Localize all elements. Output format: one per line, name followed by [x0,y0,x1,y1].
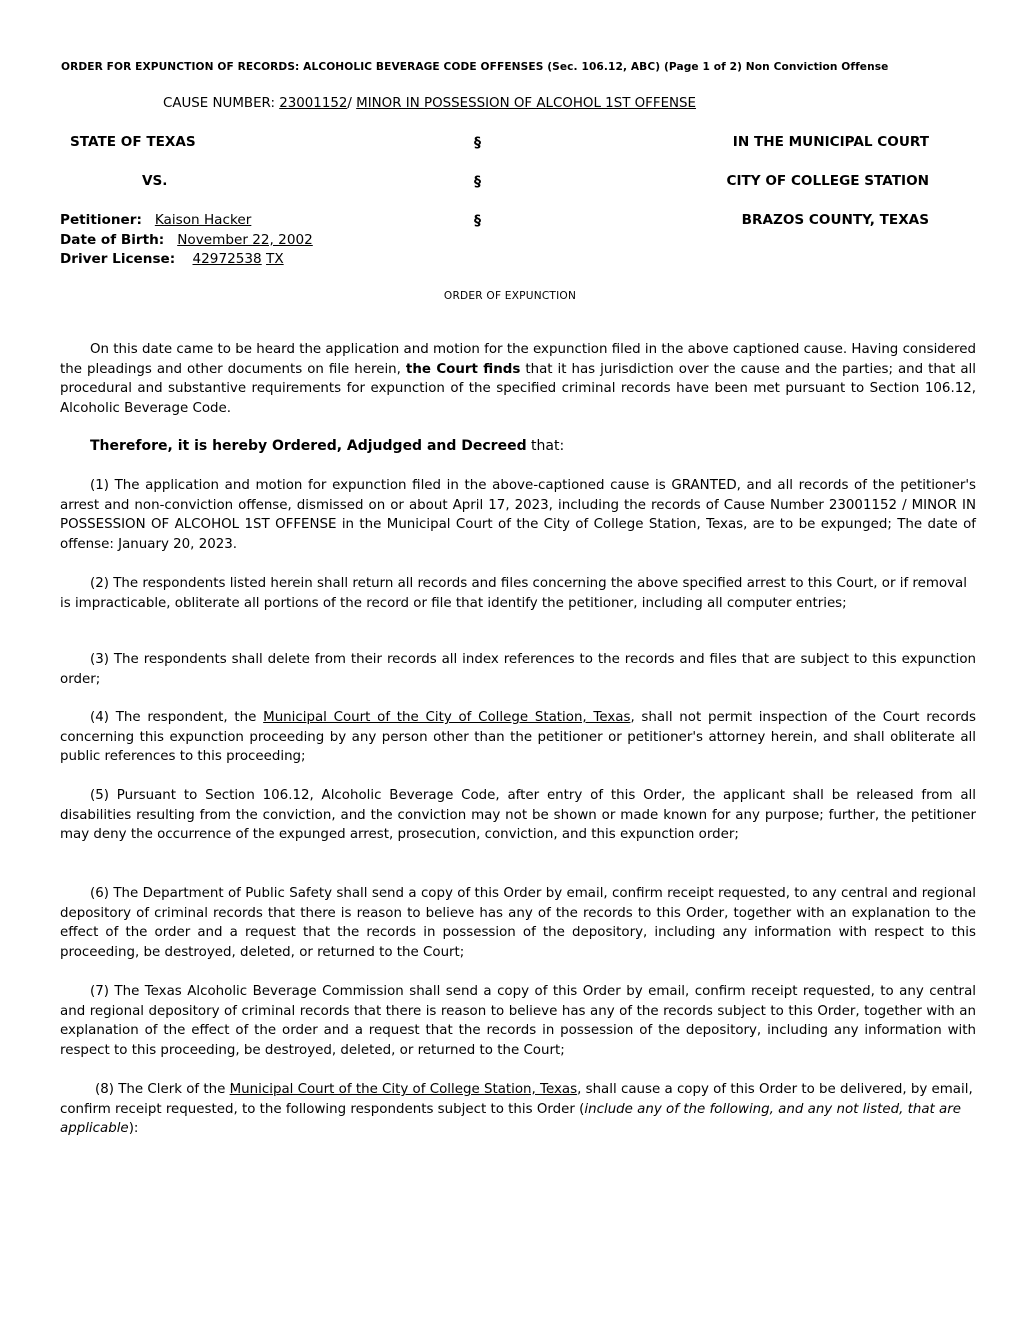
caption-state: STATE OF TEXAS [70,134,196,150]
caption-county: BRAZOS COUNTY, TEXAS [741,212,929,228]
dob-line [60,232,313,248]
order-title: ORDER OF EXPUNCTION [443,290,577,302]
dl-state: TX [266,251,284,267]
order-item-6: (6) The Department of Public Safety shall send a copy of this Order by email, confirm receipt requested, to any central and regional depository of criminal records that there is reason to believe has any of the records to this Order, together with an explanation to the effect of the order and a request that the records in possession of the depository, including any information with respect to this proceeding, be destroyed, deleted, or returned to the Court; [60,886,976,960]
order-item-8: (8) The Clerk of the Municipal Court of the City of College Station, Texas, shall cause a copy of this Order to be delivered, by email, confirm receipt requested, to the following respondents subject to this Order (include any of the following, and any not listed, that are applicable): [60,1082,973,1137]
cause-line [163,96,696,111]
section-symbol-1: § [474,135,481,151]
dob-label: Date of Birth: [60,232,165,248]
dl-number: 42972538 [192,251,262,267]
order-item-1: (1) The application and motion for expunction filed in the above-captioned cause is GRANTED, and all records of the petitioner's arrest and non-conviction offense, dismissed on or about April 17, 2023, including the records of Cause Number 23001152 / MINOR IN POSSESSION OF ALCOHOL 1ST OFFENSE in the Municipal Court of the City of College Station, Texas, are to be expunged; The date of offense: January 20, 2023. [60,478,976,552]
petitioner-line [60,212,251,228]
therefore-line: Therefore, it is hereby Ordered, Adjudged and Decreed that: [90,438,565,454]
order-item-3: (3) The respondents shall delete from their records all index references to the records and files that are subject to this expunction order; [60,652,976,687]
section-symbol-3: § [474,213,481,229]
cause-label: CAUSE NUMBER: [163,96,275,111]
dl-label: Driver License: [60,251,176,267]
cause-offense: MINOR IN POSSESSION OF ALCOHOL 1ST OFFENSE [356,96,697,111]
intro-paragraph: On this date came to be heard the application and motion for the expunction filed in the above captioned cause. Having considered the pleadings and other documents on file herein, the Court finds that it has jurisdiction over the cause and the parties; and that all procedural and substantive requirements for expunction of the specified criminal records have been met pursuant to Section 106.12, Alcoholic Beverage Code. [60,342,976,416]
respondent-court: Municipal Court of the City of College Station, Texas [263,710,631,725]
document-header: ORDER FOR EXPUNCTION OF RECORDS: ALCOHOLIC BEVERAGE CODE OFFENSES (Sec. 106.12, ABC) (Page 1 of 2) Non Conviction Offense [61,61,889,73]
caption-court: IN THE MUNICIPAL COURT [732,134,929,150]
driver-license-line [60,251,284,267]
order-item-7: (7) The Texas Alcoholic Beverage Commission shall send a copy of this Order by email, confirm receipt requested, to any central and regional depository of criminal records that there is reason to believe has any of the records subject to this Order, together with an explanation of the effect of the order and a request that the records in possession of the depository, including any information with respect to this proceeding, be destroyed, deleted, or returned to the Court; [60,984,976,1058]
petitioner-label: Petitioner: [60,212,142,228]
dob-value: November 22, 2002 [177,232,313,248]
caption-city: CITY OF COLLEGE STATION [726,173,929,189]
order-item-4: (4) The respondent, the Municipal Court of the City of College Station, Texas, shall not permit inspection of the Court records concerning this expunction proceeding by any person other than the petitioner or petitioner's attorney herein, and shall obliterate all public references to this proceeding; [60,710,976,765]
order-item-5: (5) Pursuant to Section 106.12, Alcoholic Beverage Code, after entry of this Order, the applicant shall be released from all disabilities resulting from the conviction, and the conviction may not be shown or made known for any purpose; further, the petitioner may deny the occurrence of the expunged arrest, prosecution, conviction, and this expunction order; [60,788,976,843]
petitioner-name: Kaison Hacker [154,212,252,228]
cause-separator: / [347,96,352,111]
clerk-court: Municipal Court of the City of College Station, Texas [229,1082,578,1097]
cause-number: 23001152 [279,96,348,111]
caption-vs: VS. [142,173,168,189]
order-item-2: (2) The respondents listed herein shall return all records and files concerning the above specified arrest to this Court, or if removal is impracticable, obliterate all portions of the record or file that identify the petitioner, including all computer entries; [60,576,967,611]
section-symbol-2: § [474,174,481,190]
